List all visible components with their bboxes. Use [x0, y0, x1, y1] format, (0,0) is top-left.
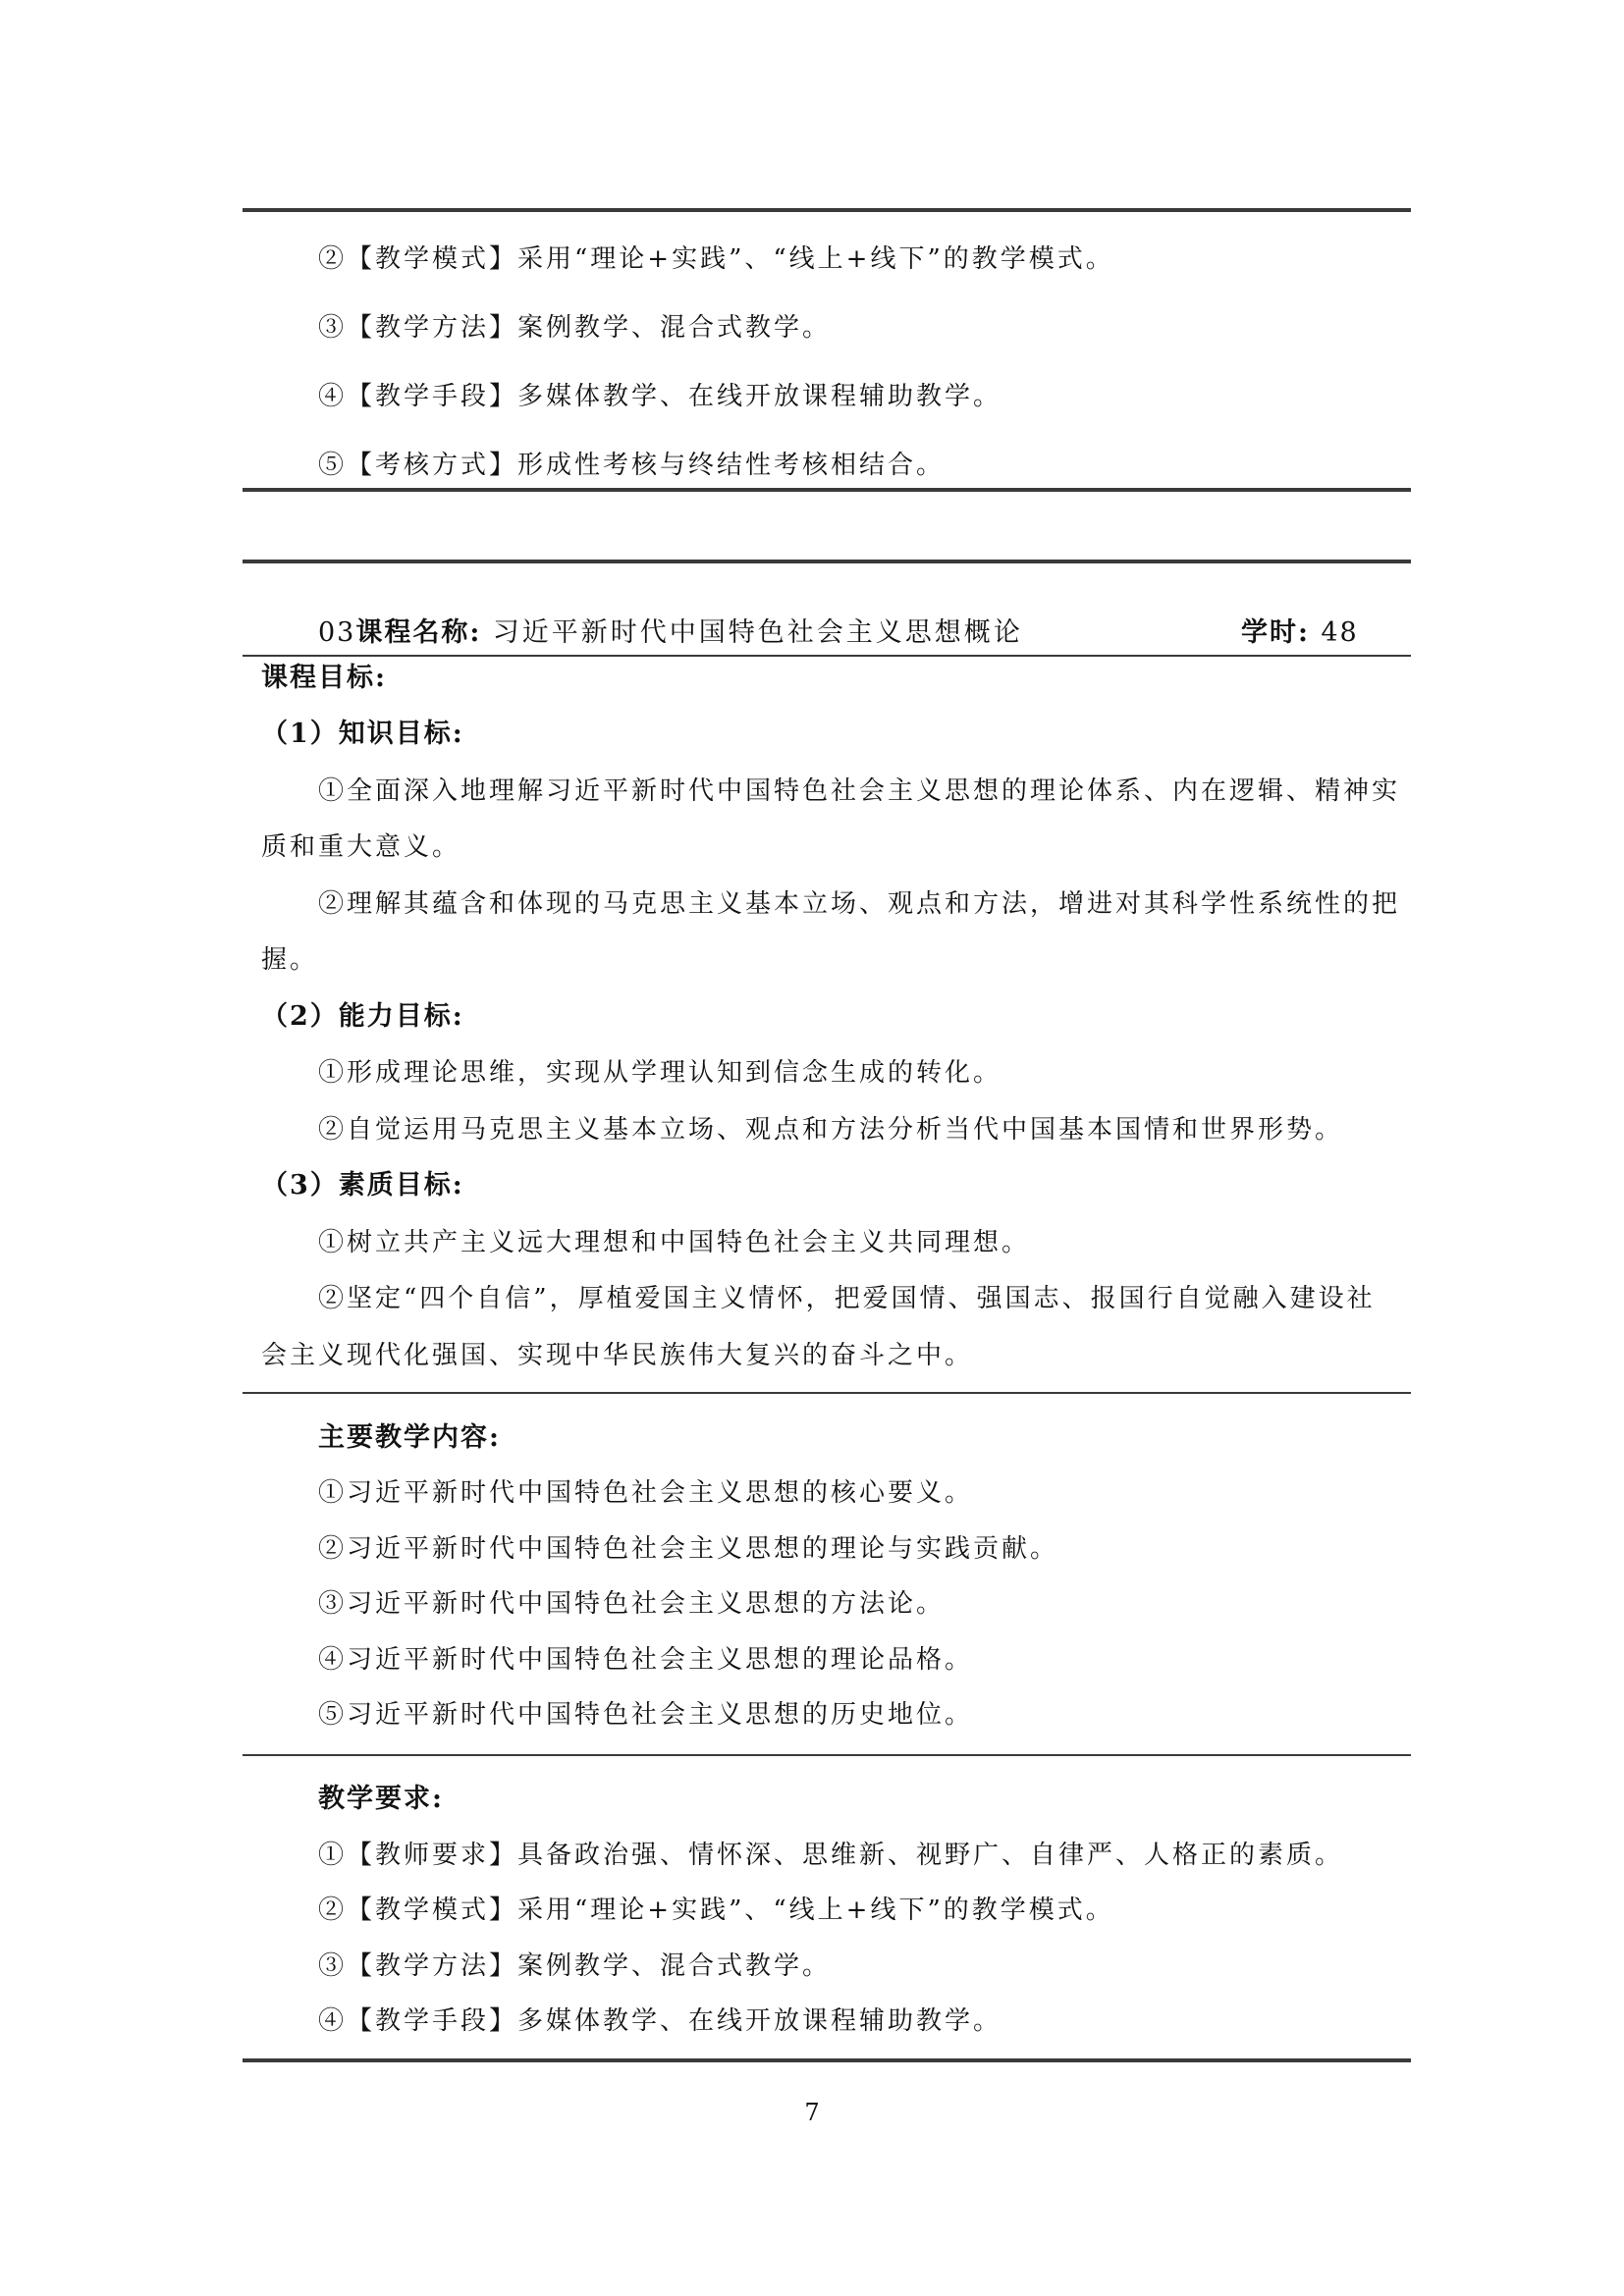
requirement-item-3: ③【教学方法】案例教学、混合式教学。: [318, 1951, 832, 1981]
course-hours-value: 48: [1321, 617, 1359, 648]
quality-objective-title: （3）素质目标:: [261, 1170, 464, 1201]
course-hours-label: 学时:: [1241, 617, 1310, 648]
quality-item-2-line-1: ②坚定“四个自信”，厚植爱国主义情怀，把爱国情、强国志、报国行自觉融入建设社: [318, 1284, 1376, 1313]
course-hours: [1241, 615, 1359, 651]
ability-objective-title: （2）能力目标:: [261, 1001, 464, 1032]
page-number: 7: [804, 2099, 820, 2126]
ability-item-1: ①形成理论思维，实现从学理认知到信念生成的转化。: [318, 1058, 1002, 1088]
knowledge-item-2-line-1: ②理解其蕴含和体现的马克思主义基本立场、观点和方法，增进对其科学性系统性的把: [318, 889, 1401, 919]
quality-item-2-line-2: 会主义现代化强国、实现中华民族伟大复兴的奋斗之中。: [261, 1341, 974, 1370]
content-item-5: ⑤习近平新时代中国特色社会主义思想的历史地位。: [318, 1700, 974, 1730]
ability-item-2: ②自觉运用马克思主义基本立场、观点和方法分析当代中国基本国情和世界形势。: [318, 1115, 1344, 1145]
course-header-underline: [243, 655, 1411, 657]
content-item-4: ④习近平新时代中国特色社会主义思想的理论品格。: [318, 1645, 974, 1675]
top-line-assessment: ⑤【考核方式】形成性考核与终结性考核相结合。: [318, 451, 946, 480]
course-header: [318, 615, 1023, 651]
top-line-teaching-means: ④【教学手段】多媒体教学、在线开放课程辅助教学。: [318, 382, 1002, 411]
content-item-1: ①习近平新时代中国特色社会主义思想的核心要义。: [318, 1478, 974, 1508]
knowledge-item-1-line-1: ①全面深入地理解习近平新时代中国特色社会主义思想的理论体系、内在逻辑、精神实: [318, 776, 1401, 806]
course-number: 03: [318, 617, 356, 648]
top-double-rule: [243, 208, 1411, 212]
course-name-label: 课程名称:: [355, 617, 482, 648]
content-item-3: ③习近平新时代中国特色社会主义思想的方法论。: [318, 1589, 946, 1619]
knowledge-item-1-line-2: 质和重大意义。: [261, 832, 461, 862]
objectives-end-rule: [243, 1392, 1411, 1394]
content-item-2: ②习近平新时代中国特色社会主义思想的理论与实践贡献。: [318, 1534, 1059, 1564]
requirement-item-1: ①【教师要求】具备政治强、情怀深、思维新、视野广、自律严、人格正的素质。: [318, 1841, 1344, 1870]
knowledge-item-2-line-2: 握。: [261, 945, 319, 975]
requirement-item-2: ②【教学模式】采用“理论+实践”、“线上+线下”的教学模式。: [318, 1896, 1114, 1925]
content-end-rule: [243, 1754, 1411, 1756]
course-name: 习近平新时代中国特色社会主义思想概论: [492, 617, 1023, 648]
requirements-title: 教学要求:: [318, 1784, 444, 1814]
top-line-teaching-mode: ②【教学模式】采用“理论+实践”、“线上+线下”的教学模式。: [318, 244, 1114, 274]
content-title: 主要教学内容:: [318, 1422, 501, 1453]
course-header-rule: [243, 560, 1411, 563]
objectives-title: 课程目标:: [261, 663, 387, 693]
top-line-teaching-method: ③【教学方法】案例教学、混合式教学。: [318, 313, 832, 343]
quality-item-1: ①树立共产主义远大理想和中国特色社会主义共同理想。: [318, 1228, 1031, 1257]
top-block-end-rule: [243, 488, 1411, 492]
bottom-double-rule: [243, 2058, 1411, 2062]
knowledge-objective-title: （1）知识目标:: [261, 719, 464, 749]
requirement-item-4: ④【教学手段】多媒体教学、在线开放课程辅助教学。: [318, 2006, 1002, 2036]
